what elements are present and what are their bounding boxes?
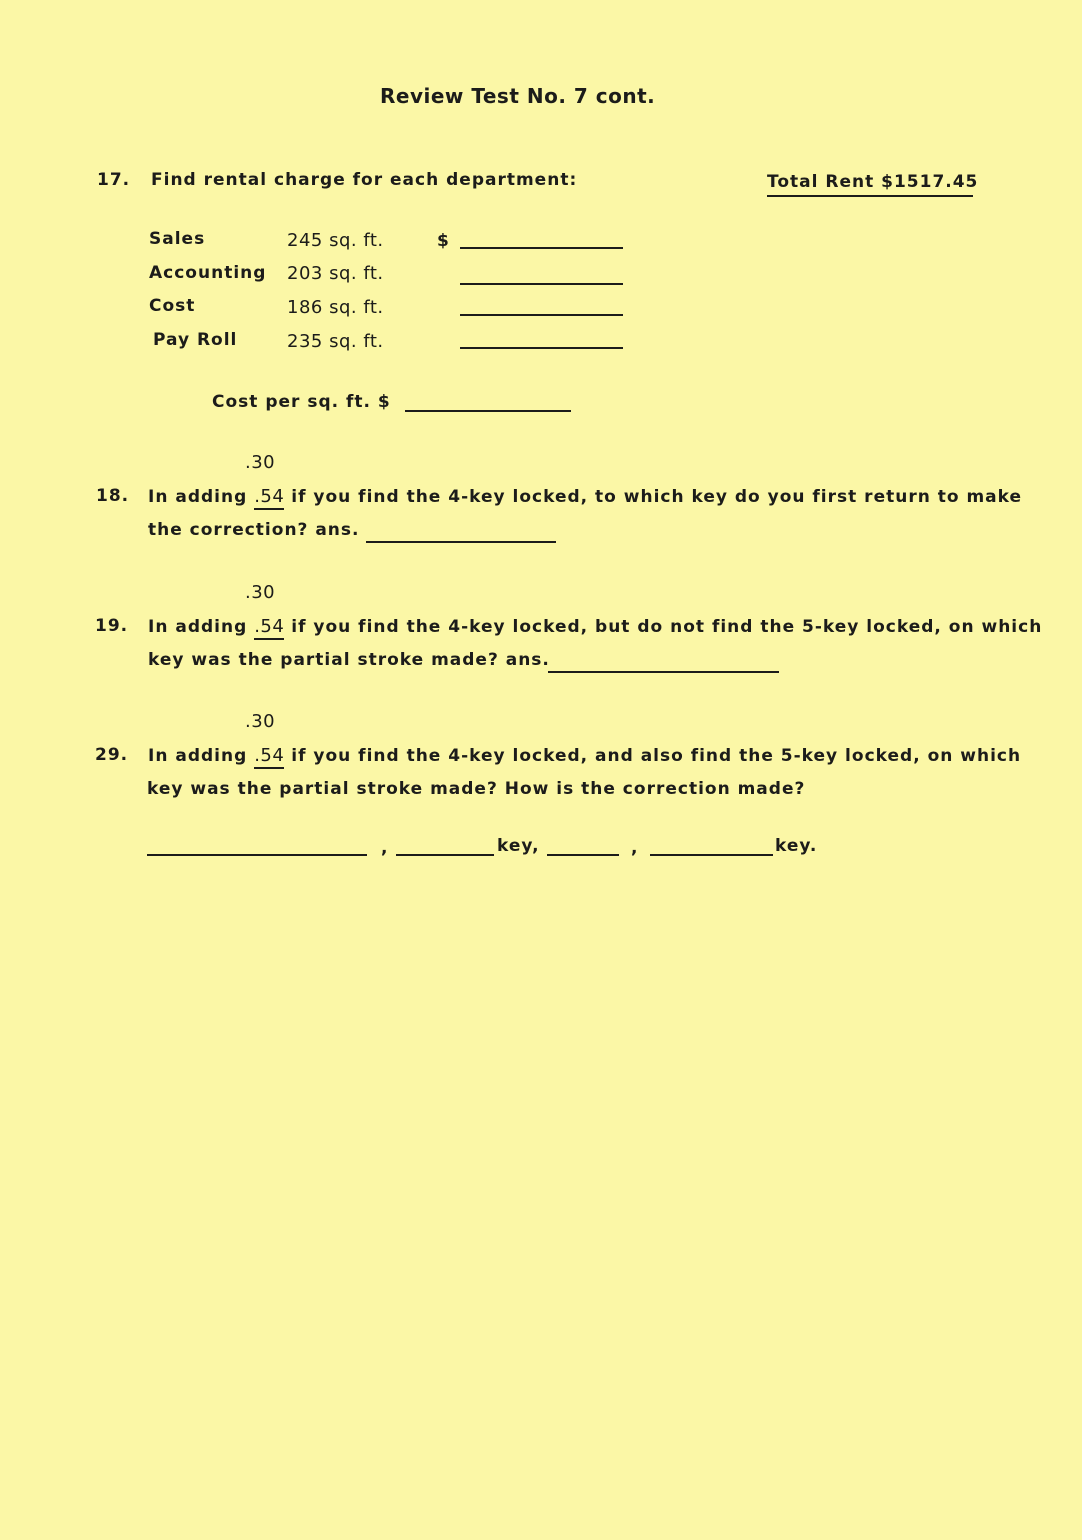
dept-area-cost: 186 sq. ft.	[287, 297, 384, 318]
dept-name-accounting: Accounting	[149, 263, 267, 283]
dept-name-payroll: Pay Roll	[153, 330, 238, 350]
dept-name-sales: Sales	[149, 229, 206, 249]
q29-addend-top: .30	[245, 711, 276, 732]
q19-line1: In adding .54 if you find the 4-key locked, but do not find the 5-key locked, on which	[148, 616, 1042, 637]
q29-addend-bottom: .54	[254, 745, 284, 769]
dept-answer-blank-sales[interactable]	[460, 247, 623, 249]
page-title: Review Test No. 7 cont.	[380, 84, 656, 108]
q29-key-label-2: key.	[775, 836, 818, 856]
q19-addend-top: .30	[245, 582, 276, 603]
q29-answer-blank-4[interactable]	[650, 854, 773, 856]
q18-line2: the correction? ans.	[148, 520, 360, 540]
q29-answer-blank-2[interactable]	[396, 854, 494, 856]
q17-total-rent: Total Rent $1517.45	[767, 172, 979, 192]
q29-number: 29.	[95, 745, 129, 765]
q19-line2: key was the partial stroke made? ans.	[148, 650, 550, 670]
dept-answer-blank-cost[interactable]	[460, 314, 623, 316]
q29-line2: key was the partial stroke made? How is the correction made?	[147, 779, 806, 799]
q18-number: 18.	[96, 486, 130, 506]
dept-answer-blank-payroll[interactable]	[460, 347, 623, 349]
dept-answer-blank-accounting[interactable]	[460, 283, 623, 285]
q29-key-label-1: key,	[497, 836, 540, 856]
q19-number: 19.	[95, 616, 129, 636]
dept-area-accounting: 203 sq. ft.	[287, 263, 384, 284]
dept-area-sales: 245 sq. ft.	[287, 230, 384, 251]
q18-line1: In adding .54 if you find the 4-key locked, to which key do you first return to make	[148, 486, 1022, 507]
q29-answer-blank-3[interactable]	[547, 854, 619, 856]
q29-comma-2: ,	[631, 838, 639, 858]
total-rent-underline	[767, 195, 973, 197]
q17-prompt: Find rental charge for each department:	[151, 170, 578, 190]
cost-per-sqft-blank[interactable]	[405, 410, 571, 412]
dept-name-cost: Cost	[149, 296, 196, 316]
q29-comma-1: ,	[381, 838, 389, 858]
dept-area-payroll: 235 sq. ft.	[287, 331, 384, 352]
q17-number: 17.	[97, 170, 131, 190]
q29-answer-blank-1[interactable]	[147, 854, 367, 856]
q18-addend-bottom: .54	[254, 486, 284, 510]
q18-answer-blank[interactable]	[366, 541, 556, 543]
dept-currency-sales: $	[437, 231, 450, 251]
q19-addend-bottom: .54	[254, 616, 284, 640]
cost-per-sqft-label: Cost per sq. ft. $	[212, 392, 391, 412]
q29-line1: In adding .54 if you find the 4-key locked, and also find the 5-key locked, on which	[148, 745, 1021, 766]
q19-answer-blank[interactable]	[548, 671, 779, 673]
q18-addend-top: .30	[245, 452, 276, 473]
